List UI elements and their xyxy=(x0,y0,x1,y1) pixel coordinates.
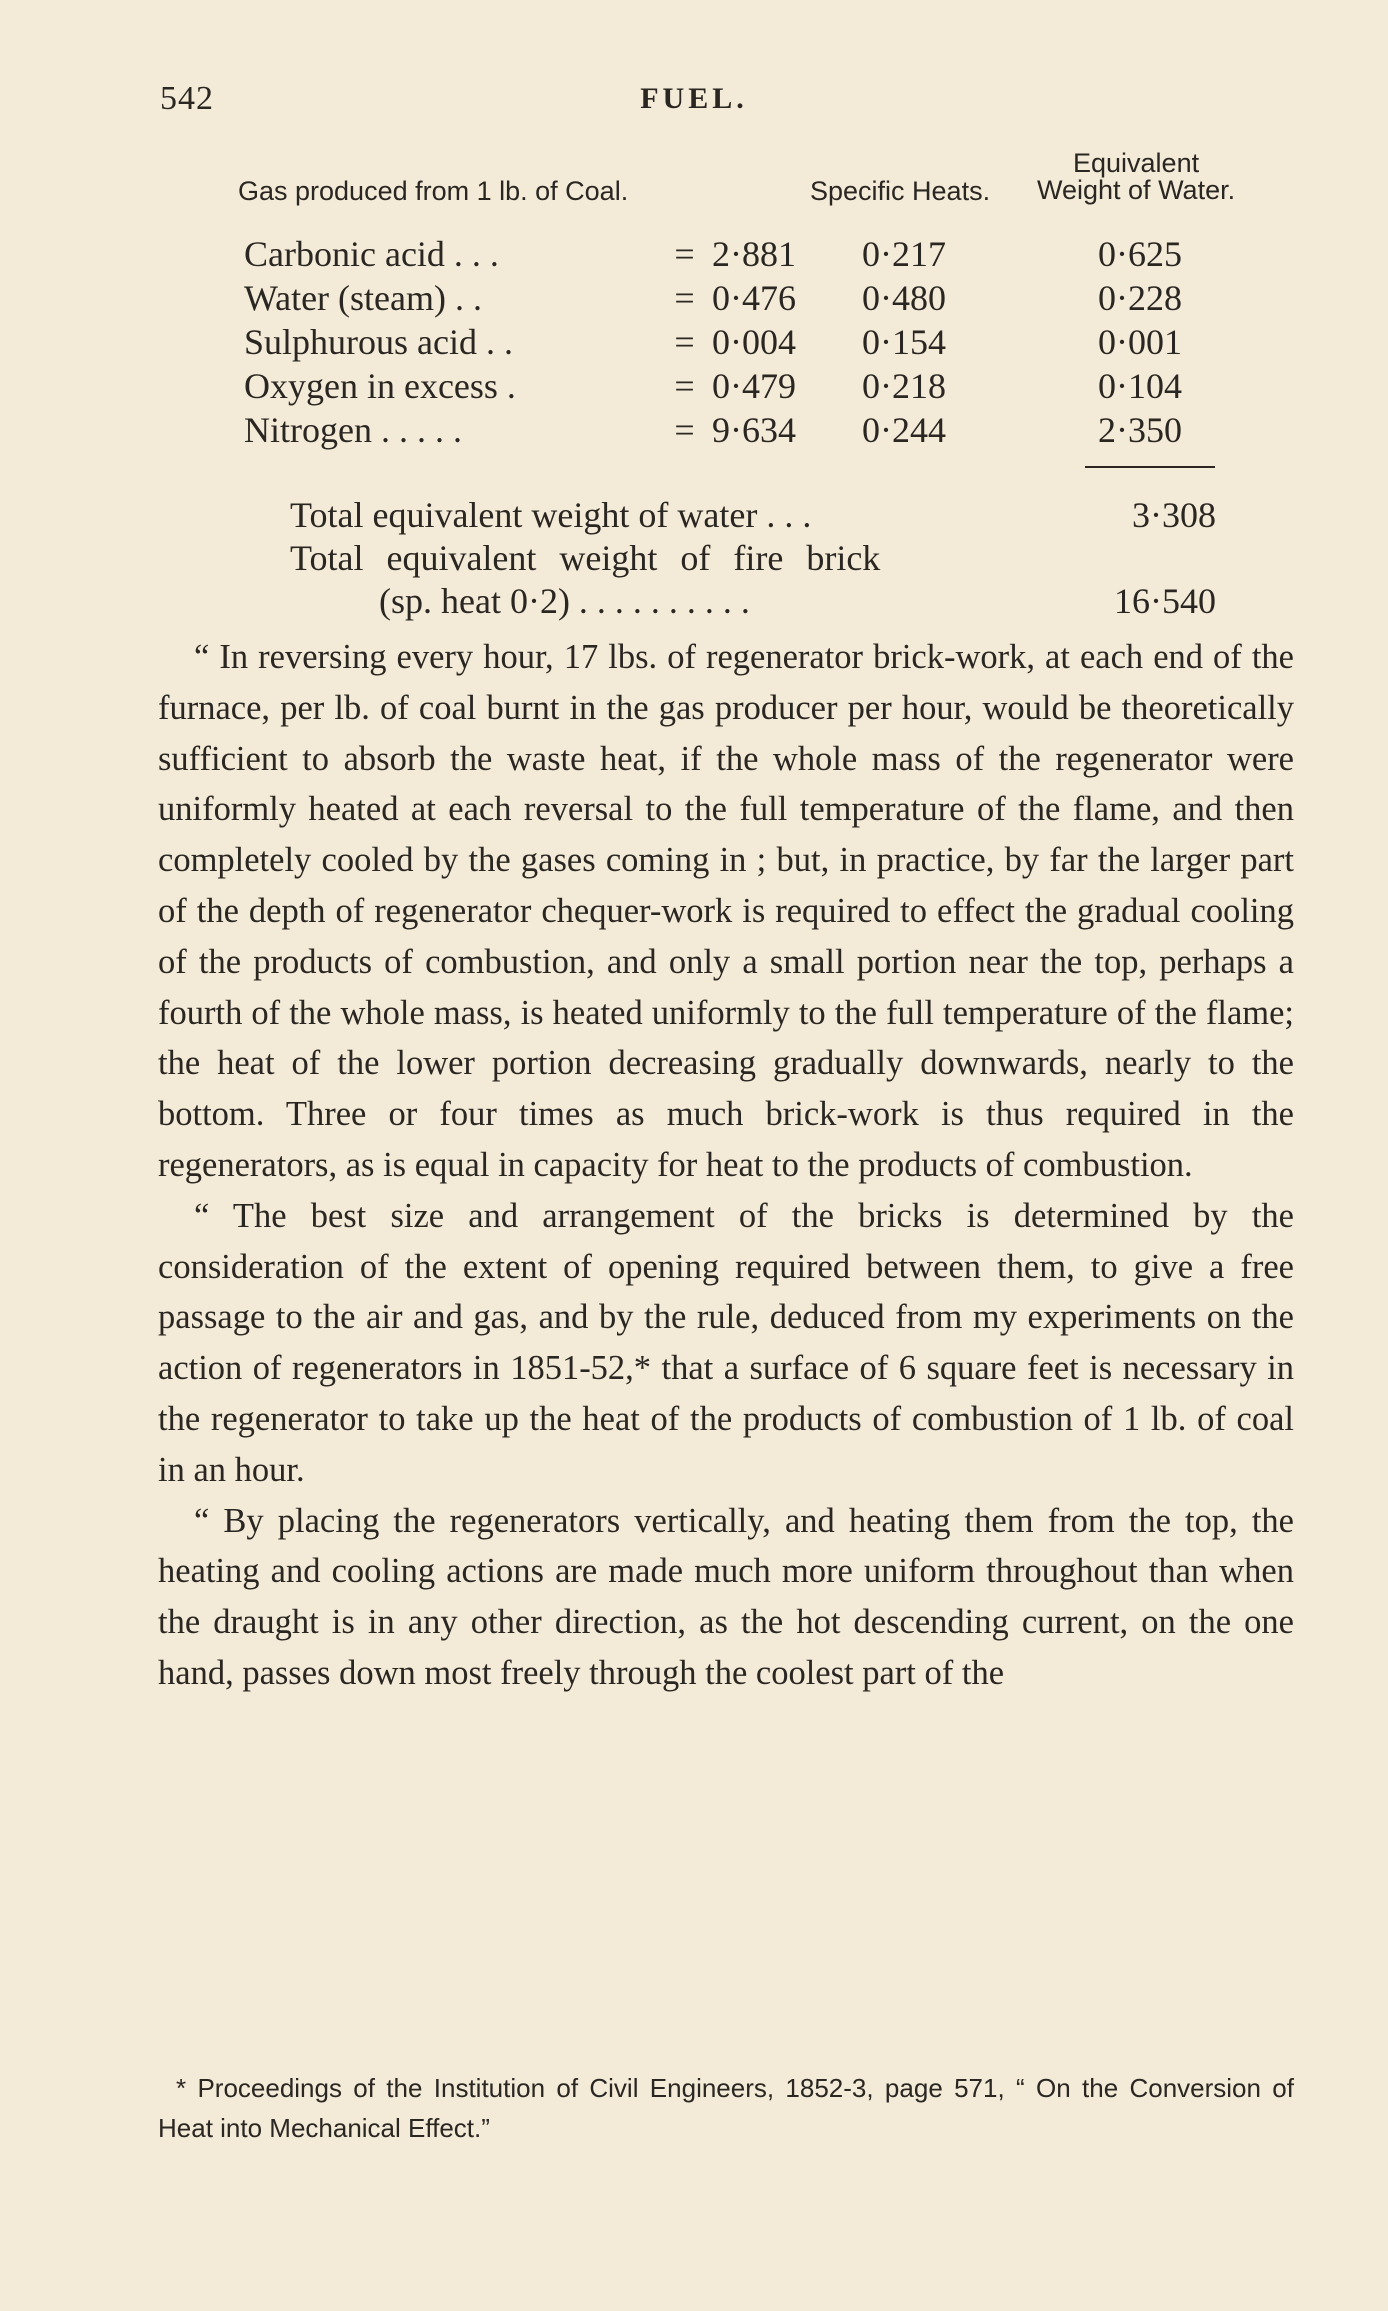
water-equivalent: 0·001 xyxy=(1098,322,1182,362)
equivalent-weight-header xyxy=(1037,150,1235,204)
gas-amount: 2·881 xyxy=(712,234,796,274)
equals-sign: = xyxy=(674,234,695,274)
total-water-value: 3·308 xyxy=(1132,495,1216,535)
running-head: FUEL. xyxy=(640,82,748,115)
equals-sign: = xyxy=(674,278,695,318)
gas-name: Carbonic acid . . . xyxy=(244,234,499,274)
table-row xyxy=(244,320,1182,364)
gas-amount: 9·634 xyxy=(712,410,796,450)
total-brick-label-line1: Total equivalent weight of fire brick xyxy=(290,538,881,578)
equals-sign: = xyxy=(674,410,695,450)
water-equivalent: 0·625 xyxy=(1098,234,1182,274)
page-number: 542 xyxy=(160,80,214,117)
gas-name: Sulphurous acid . . xyxy=(244,322,513,362)
gas-amount: 0·004 xyxy=(712,322,796,362)
gas-column-header: Gas produced from 1 lb. of Coal. xyxy=(238,176,629,206)
total-water-label: Total equivalent weight of water . . . xyxy=(290,495,812,535)
specific-heat: 0·217 xyxy=(862,234,946,274)
gas-name: Oxygen in excess . xyxy=(244,366,516,406)
total-brick-value: 16·540 xyxy=(1114,581,1216,621)
specific-heat: 0·480 xyxy=(862,278,946,318)
table-row xyxy=(244,232,1182,276)
water-equivalent: 0·228 xyxy=(1098,278,1182,318)
paragraph: “ By placing the regenerators vertically, and heating them from the top, the heating and cooling actions are made much more uniform throughout than when the draught is in any other direction, as the hot descending current, on the one hand, passes down most freely through the coolest part of the xyxy=(158,1501,1294,1692)
gas-amount: 0·476 xyxy=(712,278,796,318)
body-text xyxy=(158,632,1294,1699)
gas-amount: 0·479 xyxy=(712,366,796,406)
equivalent-header-line2: Weight of Water. xyxy=(1037,175,1236,205)
table-row xyxy=(244,408,1182,452)
gas-table xyxy=(244,232,1182,452)
table-row xyxy=(244,276,1182,320)
equals-sign: = xyxy=(674,366,695,406)
gas-name: Water (steam) . . xyxy=(244,278,482,318)
specific-heat: 0·244 xyxy=(862,410,946,450)
water-equivalent: 2·350 xyxy=(1098,410,1182,450)
sum-rule xyxy=(1085,466,1215,468)
gas-name: Nitrogen . . . . . xyxy=(244,410,462,450)
specific-heat: 0·154 xyxy=(862,322,946,362)
specific-heats-header: Specific Heats. xyxy=(810,176,991,206)
footnote: * Proceedings of the Institution of Civil Engineers, 1852-3, page 571, “ On the Conversion of Heat into Mechanical Effect.” xyxy=(158,2073,1294,2143)
equals-sign: = xyxy=(674,322,695,362)
water-equivalent: 0·104 xyxy=(1098,366,1182,406)
equivalent-header-line1: Equivalent xyxy=(1073,148,1200,178)
specific-heat: 0·218 xyxy=(862,366,946,406)
paragraph: “ The best size and arrangement of the bricks is determined by the consideration of the extent of opening required between them, to give a free passage to the air and gas, and by the rule, deduced from my experiments on the action of regenerators in 1851-52,* that a surface of 6 square feet is necessary in the regenerator to take up the heat of the products of combustion of 1 lb. of coal in an hour. xyxy=(158,1196,1294,1489)
total-brick-label-line2: (sp. heat 0·2) . . . . . . . . . . xyxy=(379,581,750,621)
table-row xyxy=(244,364,1182,408)
paragraph: “ In reversing every hour, 17 lbs. of regenerator brick-work, at each end of the furnace, per lb. of coal burnt in the gas producer per hour, would be theoretically sufficient to absorb the waste heat, if the whole mass of the regenerator were uniformly heated at each reversal to the full temperature of the flame, and then completely cooled by the gases coming in ; but, in practice, by far the larger part of the depth of regenerator chequer-work is required to effect the gradual cooling of the products of combustion, and only a small portion near the top, perhaps a fourth of the whole mass, is heated uniformly to the full temperature of the flame; the heat of the lower portion decreasing gradually downwards, nearly to the bottom. Three or four times as much brick-work is thus required in the regenerators, as is equal in capacity for heat to the products of combustion. xyxy=(158,638,1294,1184)
